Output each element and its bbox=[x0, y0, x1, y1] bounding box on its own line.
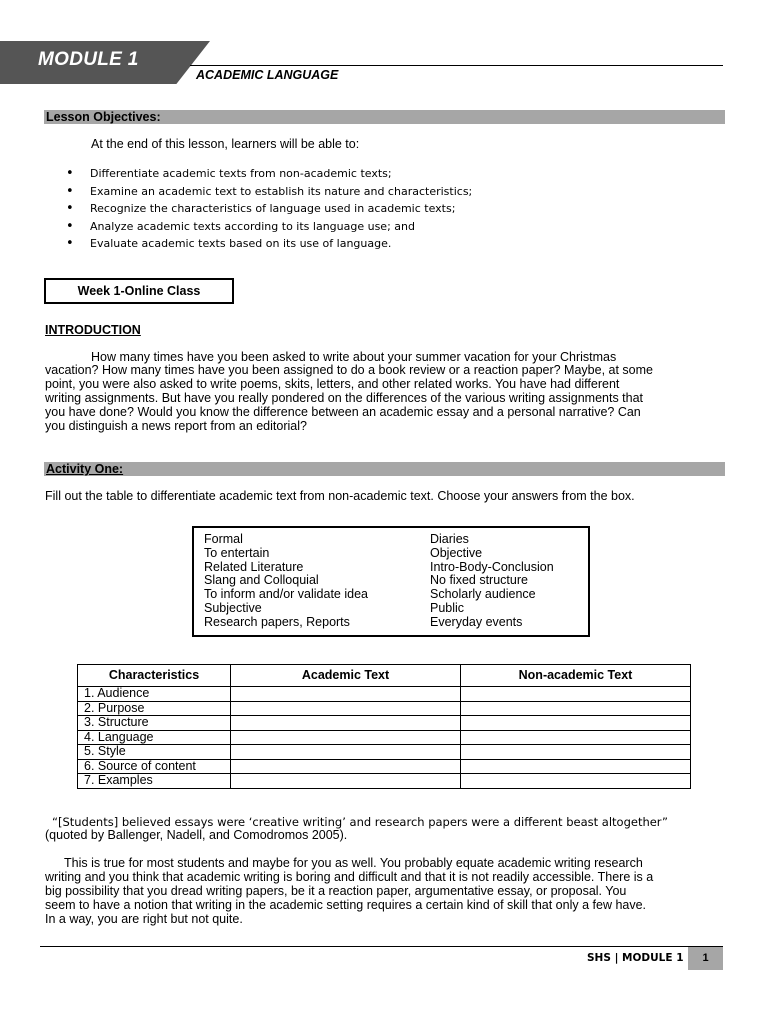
intro-line: point, you were also asked to write poems, skits, letters, and other related works. You have had different bbox=[45, 377, 620, 391]
closing-line: big possibility that you dread writing papers, be it a reaction paper, argumentative essay, or proposal. You bbox=[45, 884, 627, 898]
answer-cell[interactable] bbox=[461, 730, 691, 745]
objectives-heading: Lesson Objectives: bbox=[46, 110, 161, 124]
closing-line: In a way, you are right but not quite. bbox=[45, 912, 243, 926]
choice-item: Related Literature bbox=[204, 559, 304, 574]
list-item: • Evaluate academic texts based on its use of language. bbox=[66, 235, 472, 253]
choices-right-column bbox=[430, 533, 554, 630]
answer-cell[interactable] bbox=[461, 716, 691, 731]
answer-cell[interactable] bbox=[461, 774, 691, 789]
answer-cell[interactable] bbox=[231, 701, 461, 716]
introduction-heading: INTRODUCTION bbox=[45, 323, 141, 337]
answer-cell[interactable] bbox=[461, 687, 691, 702]
choices-left-column bbox=[204, 533, 368, 630]
choice-item: Formal bbox=[204, 532, 243, 546]
table-row bbox=[78, 745, 691, 760]
column-header: Characteristics bbox=[78, 665, 231, 687]
comparison-table bbox=[77, 664, 691, 789]
page-number: 1 bbox=[688, 947, 723, 970]
table-row bbox=[78, 687, 691, 702]
intro-line: writing assignments. But have you really pondered on the differences of the various writing assignments that bbox=[45, 391, 644, 405]
column-header: Academic Text bbox=[231, 665, 461, 687]
closing-line: seem to have a notion that writing in the academic setting requires a certain kind of skill that only a few have. bbox=[45, 898, 647, 912]
week-label-box bbox=[44, 278, 234, 304]
choice-item: Research papers, Reports bbox=[204, 614, 350, 629]
footer-label: SHS | MODULE 1 bbox=[587, 952, 684, 964]
page-title: ACADEMIC LANGUAGE bbox=[196, 68, 339, 82]
answer-cell[interactable] bbox=[461, 701, 691, 716]
row-label: 1. Audience bbox=[78, 687, 231, 702]
answer-cell[interactable] bbox=[231, 687, 461, 702]
answer-cell[interactable] bbox=[461, 745, 691, 760]
closing-line: writing and you think that academic writing is boring and difficult and that it is not readily accessible. There is a bbox=[45, 870, 654, 884]
table-row bbox=[78, 730, 691, 745]
choice-item: Intro-Body-Conclusion bbox=[430, 559, 554, 574]
choice-item: Public bbox=[430, 600, 465, 615]
intro-line: How many times have you been asked to write about your summer vacation for your Christmas bbox=[91, 350, 617, 364]
row-label: 5. Style bbox=[78, 745, 231, 760]
list-item: • Examine an academic text to establish its nature and characteristics; bbox=[66, 183, 472, 201]
choice-item: To inform and/or validate idea bbox=[204, 587, 368, 602]
answer-cell[interactable] bbox=[231, 774, 461, 789]
week-label: Week 1-Online Class bbox=[77, 284, 201, 298]
choice-item: Slang and Colloquial bbox=[204, 573, 319, 588]
answer-cell[interactable] bbox=[231, 759, 461, 774]
choice-item: Scholarly audience bbox=[430, 587, 536, 602]
table-row bbox=[78, 716, 691, 731]
objectives-list bbox=[66, 165, 472, 253]
row-label: 2. Purpose bbox=[78, 701, 231, 716]
footer-rule bbox=[40, 946, 723, 947]
intro-line: vacation? How many times have you been assigned to do a book review or a reaction paper? Maybe, at some bbox=[45, 363, 653, 377]
closing-line: This is true for most students and maybe for you as well. You probably equate academic writing research bbox=[64, 856, 643, 870]
choice-item: Diaries bbox=[430, 532, 469, 546]
row-label: 3. Structure bbox=[78, 716, 231, 731]
table-header-row bbox=[78, 665, 691, 687]
choice-item: Subjective bbox=[204, 600, 262, 615]
column-header: Non-academic Text bbox=[461, 665, 691, 687]
answer-cell[interactable] bbox=[461, 759, 691, 774]
table-row bbox=[78, 774, 691, 789]
row-label: 6. Source of content bbox=[78, 759, 231, 774]
answer-cell[interactable] bbox=[231, 716, 461, 731]
module-label: MODULE 1 bbox=[38, 49, 139, 70]
activity-bar bbox=[44, 462, 725, 476]
row-label: 7. Examples bbox=[78, 774, 231, 789]
choice-item: No fixed structure bbox=[430, 573, 528, 588]
list-item: • Analyze academic texts according to its language use; and bbox=[66, 218, 472, 236]
choice-item: Objective bbox=[430, 545, 483, 560]
table-row bbox=[78, 759, 691, 774]
activity-heading: Activity One: bbox=[46, 462, 124, 476]
row-label: 4. Language bbox=[78, 730, 231, 745]
quote-attribution: (quoted by Ballenger, Nadell, and Comodromos 2005). bbox=[45, 828, 348, 842]
objectives-intro: At the end of this lesson, learners will be able to: bbox=[91, 137, 360, 151]
choice-item: To entertain bbox=[204, 545, 270, 560]
answer-cell[interactable] bbox=[231, 745, 461, 760]
answer-cell[interactable] bbox=[231, 730, 461, 745]
intro-line: you have done? Would you know the difference between an academic essay and a personal narrative? Can bbox=[45, 405, 641, 419]
quote-text: “[Students] believed essays were ‘creative writing’ and research papers were a different beast altogether” bbox=[52, 815, 668, 829]
intro-line: you distinguish a news report from an editorial? bbox=[45, 419, 307, 433]
table-row bbox=[78, 701, 691, 716]
choice-item: Everyday events bbox=[430, 614, 523, 629]
list-item: • Differentiate academic texts from non-academic texts; bbox=[66, 165, 472, 183]
header-rule bbox=[190, 65, 723, 66]
activity-instruction: Fill out the table to differentiate academic text from non-academic text. Choose your answers from the box. bbox=[45, 489, 635, 503]
list-item: • Recognize the characteristics of language used in academic texts; bbox=[66, 200, 472, 218]
answer-choices-box bbox=[192, 526, 590, 637]
